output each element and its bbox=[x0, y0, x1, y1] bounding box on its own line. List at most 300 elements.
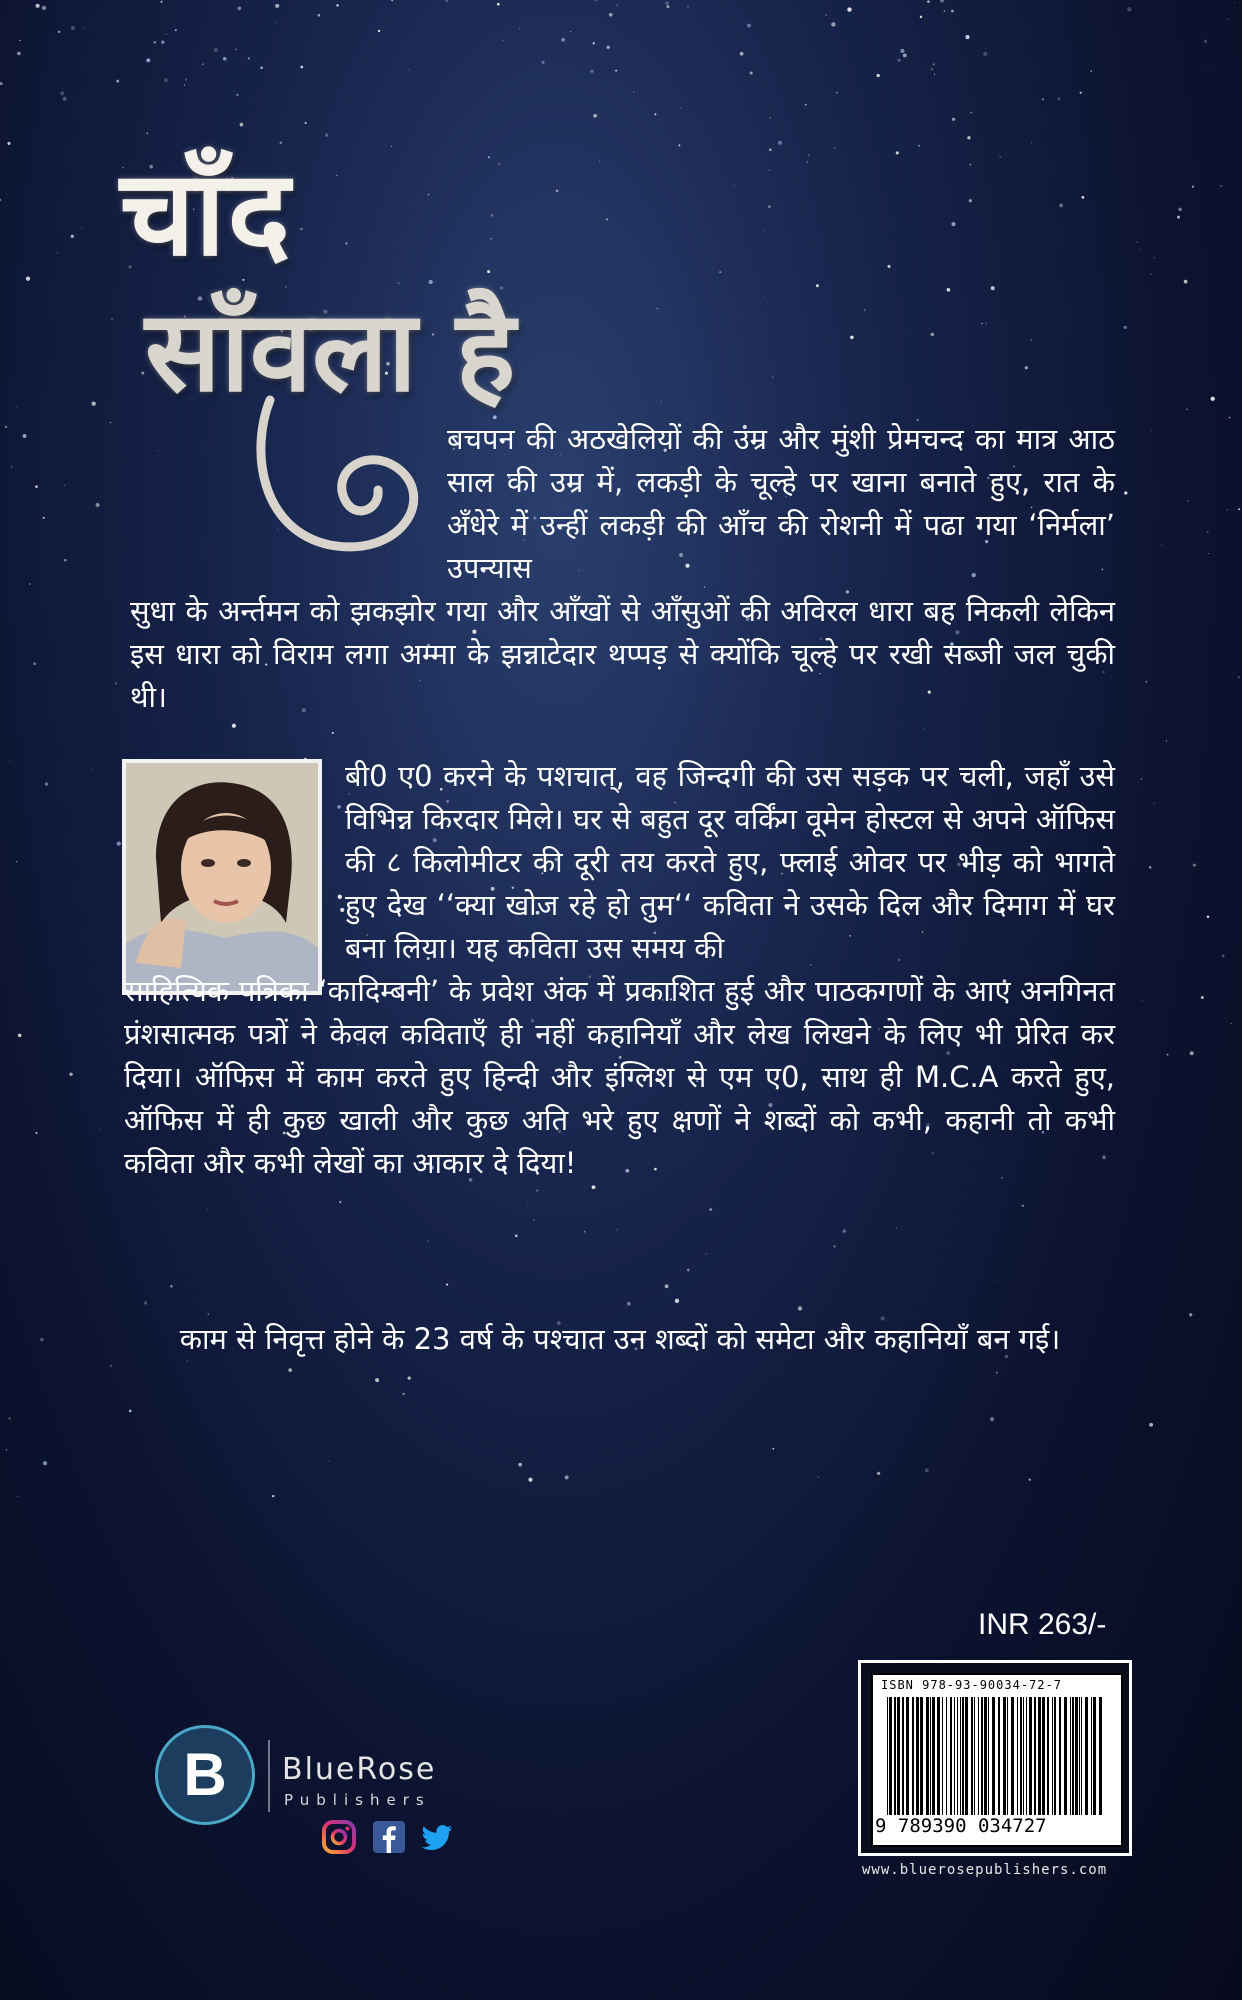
star bbox=[1124, 491, 1127, 494]
star bbox=[175, 29, 177, 31]
star bbox=[339, 1201, 341, 1203]
barcode-bar bbox=[1072, 1697, 1074, 1815]
star bbox=[35, 485, 38, 488]
star bbox=[836, 92, 838, 94]
star bbox=[740, 52, 744, 56]
star bbox=[633, 91, 635, 93]
star bbox=[498, 163, 501, 166]
barcode-bar bbox=[920, 1697, 923, 1815]
star bbox=[428, 194, 430, 196]
star bbox=[1227, 19, 1228, 20]
star bbox=[750, 72, 753, 75]
star bbox=[491, 214, 494, 217]
star bbox=[36, 4, 40, 8]
star bbox=[207, 1209, 208, 1210]
star bbox=[92, 402, 96, 406]
star bbox=[8, 1417, 10, 1419]
star bbox=[144, 1301, 147, 1304]
barcode-bar bbox=[926, 1697, 929, 1815]
barcode-bar bbox=[950, 1697, 952, 1815]
star bbox=[768, 205, 771, 208]
barcode-bar bbox=[1070, 1697, 1071, 1815]
star bbox=[920, 16, 922, 18]
star bbox=[747, 24, 751, 28]
star bbox=[519, 28, 520, 29]
star bbox=[609, 13, 613, 17]
barcode-bar bbox=[992, 1697, 995, 1815]
barcode-bar bbox=[1020, 1697, 1022, 1815]
star bbox=[408, 1376, 411, 1379]
star bbox=[288, 1368, 292, 1372]
barcode-bar bbox=[1064, 1697, 1067, 1815]
star bbox=[1193, 864, 1196, 867]
star bbox=[202, 63, 203, 64]
star bbox=[918, 145, 920, 147]
star bbox=[1201, 996, 1204, 999]
star bbox=[996, 1371, 998, 1373]
publisher-website[interactable]: www.bluerosepublishers.com bbox=[862, 1862, 1108, 1878]
star bbox=[590, 70, 593, 73]
barcode-bar bbox=[957, 1697, 958, 1815]
star bbox=[71, 235, 74, 238]
barcode-bar bbox=[1052, 1697, 1053, 1815]
star bbox=[931, 69, 932, 70]
star bbox=[208, 1313, 209, 1314]
star bbox=[1153, 257, 1155, 259]
star bbox=[336, 4, 338, 6]
barcode-bar bbox=[1075, 1697, 1078, 1815]
star bbox=[336, 175, 338, 177]
star bbox=[1127, 7, 1131, 11]
star bbox=[970, 112, 972, 114]
star bbox=[887, 265, 890, 268]
star bbox=[933, 63, 935, 65]
star bbox=[157, 450, 158, 451]
star bbox=[408, 69, 409, 70]
star bbox=[864, 309, 866, 311]
star bbox=[951, 222, 955, 226]
star bbox=[446, 1284, 448, 1286]
star bbox=[924, 728, 925, 729]
star bbox=[1141, 778, 1142, 779]
barcode-bar bbox=[916, 1697, 919, 1815]
star bbox=[994, 1281, 995, 1282]
star bbox=[678, 144, 680, 146]
star bbox=[1151, 430, 1152, 431]
star bbox=[33, 662, 36, 665]
star bbox=[967, 136, 970, 139]
star bbox=[161, 41, 164, 44]
star bbox=[84, 27, 85, 28]
logo-letter: B bbox=[183, 1741, 227, 1808]
star bbox=[536, 1189, 538, 1191]
star bbox=[930, 333, 934, 337]
star bbox=[1207, 531, 1209, 533]
star bbox=[1149, 866, 1152, 869]
star bbox=[947, 288, 951, 292]
barcode-bar bbox=[1059, 1697, 1061, 1815]
star bbox=[184, 84, 185, 85]
star bbox=[115, 682, 117, 684]
star bbox=[1124, 326, 1127, 329]
star bbox=[375, 1378, 379, 1382]
star bbox=[161, 1, 163, 3]
star bbox=[798, 1306, 802, 1310]
star bbox=[1189, 1313, 1192, 1316]
star bbox=[934, 74, 935, 75]
star bbox=[769, 148, 772, 151]
star bbox=[681, 107, 682, 108]
barcode-block bbox=[858, 1660, 1132, 1856]
star bbox=[146, 58, 150, 62]
star bbox=[705, 1254, 706, 1255]
barcode-bar bbox=[984, 1697, 987, 1815]
barcode-bar bbox=[902, 1697, 904, 1815]
star bbox=[763, 296, 764, 297]
star bbox=[533, 1219, 534, 1220]
star bbox=[300, 66, 303, 69]
star bbox=[56, 252, 57, 253]
star bbox=[541, 61, 544, 64]
star bbox=[675, 1299, 679, 1303]
star bbox=[1080, 92, 1082, 94]
star bbox=[970, 164, 972, 166]
star bbox=[528, 1478, 532, 1482]
star bbox=[561, 38, 565, 42]
star bbox=[1238, 508, 1240, 510]
star bbox=[1167, 1054, 1169, 1056]
star bbox=[806, 161, 808, 163]
star bbox=[1204, 40, 1207, 43]
star bbox=[770, 117, 771, 118]
star bbox=[1190, 1051, 1194, 1055]
barcode-bar bbox=[974, 1697, 975, 1815]
star bbox=[570, 31, 571, 32]
barcode-bar bbox=[998, 1697, 1000, 1815]
star bbox=[665, 1, 669, 5]
star bbox=[6, 1449, 7, 1450]
star bbox=[223, 57, 227, 61]
star bbox=[35, 1132, 37, 1134]
barcode-bar bbox=[960, 1697, 961, 1815]
star bbox=[318, 14, 321, 17]
star bbox=[275, 21, 276, 22]
star bbox=[952, 118, 955, 121]
star bbox=[864, 267, 865, 268]
star bbox=[427, 1240, 429, 1242]
instagram-icon[interactable] bbox=[322, 1820, 356, 1854]
star bbox=[69, 1073, 72, 1076]
barcode-bar bbox=[1017, 1697, 1018, 1815]
star bbox=[111, 318, 114, 321]
star bbox=[164, 78, 168, 82]
star bbox=[110, 1365, 112, 1367]
star bbox=[166, 34, 167, 35]
star bbox=[170, 1285, 173, 1288]
star bbox=[687, 1269, 690, 1272]
star bbox=[491, 238, 492, 239]
star bbox=[1031, 142, 1032, 143]
star bbox=[592, 1185, 596, 1189]
star bbox=[185, 79, 187, 81]
logo-divider bbox=[268, 1740, 270, 1812]
star bbox=[665, 1284, 669, 1288]
star bbox=[29, 583, 31, 585]
star bbox=[943, 10, 945, 12]
star bbox=[0, 82, 3, 85]
star bbox=[1030, 339, 1031, 340]
star bbox=[1154, 803, 1155, 804]
star bbox=[657, 308, 659, 310]
facebook-icon[interactable] bbox=[372, 1820, 406, 1854]
star bbox=[896, 1228, 897, 1229]
star bbox=[5, 425, 8, 428]
star bbox=[981, 323, 982, 324]
barcode-bar bbox=[894, 1697, 896, 1815]
star bbox=[1149, 1423, 1153, 1427]
star bbox=[502, 40, 504, 42]
author-photo bbox=[122, 759, 322, 995]
star bbox=[117, 841, 121, 845]
barcode-bar bbox=[1007, 1697, 1008, 1815]
star bbox=[260, 67, 263, 70]
star bbox=[593, 42, 595, 44]
star bbox=[60, 91, 64, 95]
star bbox=[595, 0, 597, 1]
star bbox=[951, 10, 954, 13]
star bbox=[734, 185, 735, 186]
star bbox=[332, 732, 334, 734]
barcode-bar bbox=[1023, 1697, 1024, 1815]
star bbox=[19, 40, 20, 41]
twitter-icon[interactable] bbox=[420, 1820, 454, 1854]
blurb-paragraph-2-top: बी0 ए0 करने के पशचात्, वह जिन्दगी की उस सड़क पर चली, जहाँ उसे विभिन्न किरदार मिले। घर से बहुत दूर वर्किंग वूमेन होस्टल से अपने ऑफिस की ८ किलोमीटर की दूरी तय करते हुए, फ्लाई ओवर पर भीड़ को भागते हुए देख ‘‘क्या खोज रहे हो तुम‘‘ कविता ने उसके दिल और दिमाग में घर बना लिया। यह कविता उस समय की bbox=[345, 759, 1115, 965]
barcode-bar bbox=[897, 1697, 900, 1815]
barcode-bar bbox=[1029, 1697, 1032, 1815]
isbn-digits: 9 789390 034727 bbox=[875, 1815, 1047, 1837]
star bbox=[391, 0, 393, 1]
star bbox=[1192, 186, 1194, 188]
barcode-bar bbox=[1011, 1697, 1014, 1815]
barcode-bars bbox=[887, 1697, 1107, 1815]
star bbox=[778, 141, 782, 145]
star bbox=[337, 805, 341, 809]
star bbox=[1211, 397, 1215, 401]
barcode-bar bbox=[930, 1697, 931, 1815]
star bbox=[805, 104, 807, 106]
star bbox=[719, 271, 721, 273]
barcode-bar bbox=[937, 1697, 940, 1815]
star bbox=[141, 372, 144, 375]
star bbox=[445, 0, 448, 2]
star bbox=[1237, 676, 1240, 679]
star bbox=[1208, 553, 1209, 554]
star bbox=[666, 5, 669, 8]
star bbox=[985, 323, 987, 325]
star bbox=[488, 156, 490, 158]
star bbox=[850, 336, 853, 339]
star bbox=[300, 228, 303, 231]
star bbox=[238, 6, 242, 10]
star bbox=[1029, 1478, 1031, 1480]
blurb-paragraph-3: काम से निवृत्त होने के 23 वर्ष के पश्चात उन शब्दों को समेटा और कहानियाँ बन गई। bbox=[179, 1322, 1061, 1356]
star bbox=[63, 97, 67, 101]
star bbox=[661, 400, 662, 401]
star bbox=[990, 1417, 994, 1421]
barcode-bar bbox=[946, 1697, 947, 1815]
star bbox=[877, 74, 880, 77]
star bbox=[1091, 70, 1092, 71]
star bbox=[272, 1495, 274, 1497]
blurb-paragraph-1-top: बचपन की अठखेलियों की उम्र और मुंशी प्रेमचन्द का मात्र आठ साल की उम्र में, लकड़ी के चूल्हे पर खाना बनाते हुए, रात के अँधेरे में उन्हीं लकड़ी की आँच की रोशनी में पढा गया ‘निर्मला’ उपन्यास bbox=[447, 422, 1115, 585]
star bbox=[1059, 203, 1063, 207]
star bbox=[58, 31, 60, 33]
star bbox=[925, 1468, 929, 1472]
star bbox=[7, 142, 10, 145]
star bbox=[497, 3, 500, 6]
star bbox=[154, 41, 157, 44]
star bbox=[991, 286, 995, 290]
star bbox=[826, 14, 827, 15]
barcode-bar bbox=[1003, 1697, 1006, 1815]
star bbox=[627, 1302, 631, 1306]
barcode-bar bbox=[1091, 1697, 1092, 1815]
star bbox=[1184, 280, 1188, 284]
star bbox=[831, 22, 835, 26]
star bbox=[340, 908, 344, 912]
star bbox=[1162, 544, 1163, 545]
blurb-paragraph-1-bottom: सुधा के अर्न्तमन को झकझोर गया और आँखों से आँसुओं की अविरल धारा बह निकली लेकिन इस धारा को विराम लगा अम्मा के झन्नाटेदार थप्पड़ से क्योंकि चूल्हे पर रखी सब्जी जल चुकी थी। bbox=[130, 594, 1115, 714]
star bbox=[1042, 98, 1044, 100]
star bbox=[896, 151, 899, 154]
barcode-bar bbox=[954, 1697, 955, 1815]
star bbox=[615, 70, 617, 72]
star bbox=[584, 1231, 586, 1233]
star bbox=[1057, 97, 1060, 100]
star bbox=[1188, 500, 1189, 501]
star bbox=[1137, 241, 1139, 243]
star bbox=[816, 284, 819, 287]
star bbox=[818, 1477, 819, 1478]
price-label: INR 263/- bbox=[978, 1608, 1107, 1641]
star bbox=[92, 769, 93, 770]
star bbox=[709, 1208, 712, 1211]
star bbox=[82, 228, 83, 229]
star bbox=[764, 229, 765, 230]
barcode-bar bbox=[1026, 1697, 1027, 1815]
star bbox=[1150, 274, 1151, 275]
barcode-bar bbox=[1054, 1697, 1056, 1815]
star bbox=[1221, 185, 1222, 186]
star bbox=[1234, 2, 1235, 3]
barcode-bar bbox=[1038, 1697, 1041, 1815]
star bbox=[606, 218, 608, 220]
star bbox=[338, 895, 342, 899]
star bbox=[687, 6, 688, 7]
star bbox=[45, 782, 48, 785]
star bbox=[23, 434, 27, 438]
star bbox=[769, 170, 770, 171]
barcode-bar bbox=[932, 1697, 935, 1815]
star bbox=[1186, 409, 1187, 410]
star bbox=[17, 406, 18, 407]
barcode-bar bbox=[906, 1697, 909, 1815]
barcode-bar bbox=[1047, 1697, 1049, 1815]
book-title-line2: साँवला है bbox=[145, 286, 516, 417]
star bbox=[248, 57, 250, 59]
star bbox=[325, 133, 328, 136]
star bbox=[903, 53, 907, 57]
star bbox=[515, 1235, 518, 1238]
star bbox=[843, 1229, 846, 1232]
star bbox=[565, 1475, 569, 1479]
star bbox=[834, 1245, 836, 1247]
star bbox=[43, 517, 45, 519]
star bbox=[772, 1448, 774, 1450]
star bbox=[17, 52, 21, 56]
star bbox=[64, 559, 66, 561]
star bbox=[1166, 740, 1167, 741]
star bbox=[940, 0, 944, 3]
star bbox=[275, 4, 279, 8]
star bbox=[847, 7, 851, 11]
star bbox=[71, 26, 75, 30]
barcode-bar bbox=[988, 1697, 989, 1815]
star bbox=[9, 761, 10, 762]
barcode-bar bbox=[887, 1697, 888, 1815]
barcode-bar bbox=[889, 1697, 892, 1815]
star bbox=[232, 724, 236, 728]
barcode-bar bbox=[1099, 1697, 1102, 1815]
star bbox=[1207, 915, 1210, 918]
star bbox=[1141, 1000, 1142, 1001]
barcode-bar bbox=[1079, 1697, 1080, 1815]
barcode-bar bbox=[981, 1697, 983, 1815]
barcode-bar bbox=[1093, 1697, 1096, 1815]
star bbox=[616, 1229, 617, 1230]
star bbox=[1146, 681, 1147, 682]
star bbox=[983, 52, 987, 56]
star bbox=[96, 503, 100, 507]
author-portrait-icon bbox=[126, 763, 318, 991]
star bbox=[1025, 366, 1028, 369]
star bbox=[834, 147, 835, 148]
barcode-bar bbox=[978, 1697, 979, 1815]
star bbox=[593, 114, 597, 118]
barcode-bar bbox=[1085, 1697, 1088, 1815]
star bbox=[927, 0, 930, 3]
barcode-bar bbox=[1042, 1697, 1045, 1815]
star bbox=[898, 59, 901, 62]
barcode-bar bbox=[965, 1697, 968, 1815]
star bbox=[378, 30, 380, 32]
star bbox=[16, 861, 18, 863]
star bbox=[1000, 156, 1001, 157]
star bbox=[1022, 1205, 1024, 1207]
star bbox=[43, 1461, 47, 1465]
barcode-bar bbox=[912, 1697, 914, 1815]
star bbox=[11, 466, 12, 467]
star bbox=[1177, 216, 1180, 219]
blurb-paragraph-2-bottom: साहित्यिक पत्रिका ‘कादिम्बनी’ के प्रवेश अंक में प्रकाशित हुई और पाठकगणों के आए अनगिनत प्रंशसात्मक पत्रों ने केवल कविताएँ ही नहीं कहानियाँ और लेख लिखने के लिए भी प्रेरित कर दिया। ऑफिस में काम करते हुए हिन्दी और इंग्लिश से एम ए0, साथ ही M.C.A करते हुए, ऑफिस में ही कुछ खाली और कुछ अति भरे हुए क्षणों ने शब्दों को कभी, कहानी तो कभी कविता और कभी लेखों का आकार दे दिया! bbox=[124, 974, 1115, 1180]
publisher-logo bbox=[155, 1725, 255, 1825]
star bbox=[654, 113, 656, 115]
star bbox=[772, 377, 774, 379]
barcode-bar bbox=[962, 1697, 964, 1815]
star bbox=[900, 49, 904, 53]
star bbox=[1231, 1023, 1232, 1024]
star bbox=[17, 1496, 18, 1497]
